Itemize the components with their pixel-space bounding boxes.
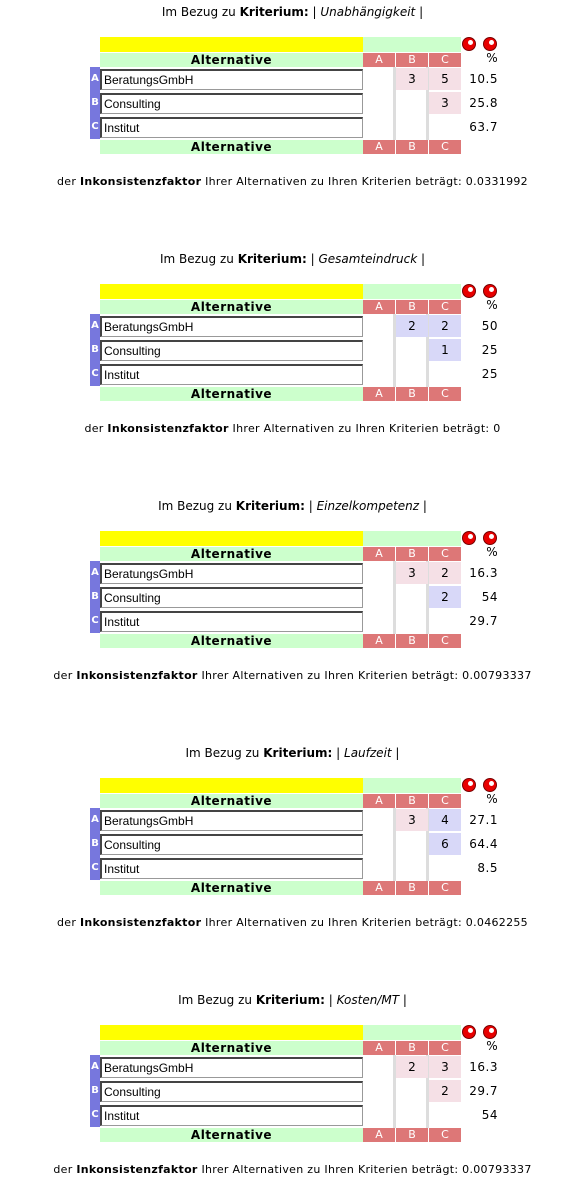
alternative-name-input[interactable]: Consulting [100,340,363,361]
percent-value: 10.5 [469,72,498,86]
red-ball-icon[interactable] [483,1025,497,1039]
column-header-a: A [363,794,395,808]
alternative-footer-header: Alternative [100,140,363,154]
comparison-cell-bc[interactable]: 1 [429,339,461,361]
percent-header: % [486,792,498,806]
comparison-cell-bc[interactable]: 2 [429,1080,461,1102]
row-label-c: C [90,609,100,633]
criterion-section [0,4,585,194]
percent-value: 29.7 [469,614,498,628]
column-footer-c: C [429,387,461,401]
footer-text: Ihrer Alternativen zu Ihren Kriterien beträgt: [205,916,462,929]
row-label-c: C [90,362,100,386]
column-header-c: C [429,547,461,561]
inconsistency-text [0,916,585,930]
alternative-header: Alternative [100,547,363,561]
comparison-cell-ab[interactable]: 3 [396,562,428,584]
comparison-cell-ab[interactable]: 2 [396,1056,428,1078]
column-header-c: C [429,1041,461,1055]
column-header-b: B [396,53,428,67]
alternative-name-input[interactable]: Institut [100,117,363,138]
footer-bold: Inkonsistenzfaktor [79,916,202,929]
criterion-section [0,498,585,688]
footer-prefix: der [84,422,104,435]
alternative-name-input[interactable]: BeratungsGmbH [100,563,363,584]
footer-prefix: der [57,916,77,929]
comparison-cell-bc[interactable]: 3 [429,92,461,114]
inconsistency-text [0,669,585,683]
alternative-name-input[interactable]: BeratungsGmbH [100,1057,363,1078]
red-ball-icon[interactable] [483,531,497,545]
criterion-name: Laufzeit [344,746,392,760]
title-prefix: Im Bezug zu [185,746,260,760]
header-green-bar [363,284,461,299]
column-header-c: C [429,794,461,808]
row-label-c: C [90,1103,100,1127]
comparison-cell-ab[interactable]: 3 [396,68,428,90]
red-ball-icon[interactable] [483,37,497,51]
header-green-bar [363,1025,461,1040]
footer-prefix: der [53,669,73,682]
section-title: Im Bezug zu Kriterium: | Gesamteindruck | [159,252,426,266]
inconsistency-text [0,1163,585,1177]
percent-value: 50 [481,319,498,333]
percent-value: 27.1 [469,813,498,827]
percent-header: % [486,298,498,312]
red-ball-icon[interactable] [462,778,476,792]
red-ball-icon[interactable] [483,284,497,298]
percent-value: 25.8 [469,96,498,110]
title-kriterium-label: Kriterium: [237,252,307,266]
inconsistency-value: 0.0331992 [465,175,528,188]
percent-value: 64.4 [469,837,498,851]
criterion-name: Einzelkompetenz [316,499,420,513]
column-header-a: A [363,547,395,561]
header-green-bar [363,531,461,546]
criterion-name: Kosten/MT [336,993,400,1007]
header-yellow-bar [100,1025,363,1040]
column-footer-c: C [429,881,461,895]
section-title: Im Bezug zu Kriterium: | Unabhängigkeit | [161,5,424,19]
percent-value: 54 [481,1108,498,1122]
footer-prefix: der [57,175,77,188]
title-kriterium-label: Kriterium: [255,993,325,1007]
alternative-name-input[interactable]: Institut [100,611,363,632]
alternative-name-input[interactable]: Consulting [100,1081,363,1102]
header-yellow-bar [100,531,363,546]
row-label-b: B [90,1079,100,1103]
inconsistency-value: 0.00793337 [462,669,532,682]
row-label-c: C [90,115,100,139]
comparison-cell-bc[interactable]: 6 [429,833,461,855]
footer-text: Ihrer Alternativen zu Ihren Kriterien beträgt: [201,1163,459,1176]
alternative-header: Alternative [100,300,363,314]
alternative-name-input[interactable]: Consulting [100,587,363,608]
footer-text: Ihrer Alternativen zu Ihren Kriterien beträgt: [205,175,462,188]
header-yellow-bar [100,778,363,793]
inconsistency-text [0,175,585,189]
header-yellow-bar [100,37,363,52]
row-label-b: B [90,832,100,856]
comparison-cell-ab[interactable]: 2 [396,315,428,337]
percent-header: % [486,545,498,559]
alternative-footer-header: Alternative [100,881,363,895]
column-header-a: A [363,300,395,314]
column-footer-b: B [396,881,428,895]
red-ball-icon[interactable] [462,37,476,51]
red-ball-icon[interactable] [483,778,497,792]
footer-text: Ihrer Alternativen zu Ihren Kriterien beträgt: [232,422,490,435]
criterion-section [0,251,585,441]
row-label-b: B [90,585,100,609]
row-label-a: A [90,1055,100,1079]
alternative-footer-header: Alternative [100,387,363,401]
row-label-c: C [90,856,100,880]
row-label-b: B [90,338,100,362]
inconsistency-value: 0 [493,422,501,435]
percent-value: 25 [481,367,498,381]
criterion-section [0,745,585,935]
footer-text: Ihrer Alternativen zu Ihren Kriterien beträgt: [201,669,459,682]
column-footer-c: C [429,140,461,154]
footer-prefix: der [53,1163,73,1176]
alternative-header: Alternative [100,1041,363,1055]
header-green-bar [363,778,461,793]
footer-bold: Inkonsistenzfaktor [79,175,202,188]
alternative-name-input[interactable]: Consulting [100,93,363,114]
column-header-c: C [429,53,461,67]
title-prefix: Im Bezug zu [158,499,232,513]
alternative-name-input[interactable]: Institut [100,858,363,879]
alternative-name-input[interactable]: BeratungsGmbH [100,316,363,337]
criterion-name: Unabhängigkeit [320,5,416,19]
red-ball-icon[interactable] [462,1025,476,1039]
column-header-b: B [396,300,428,314]
comparison-cell-ab[interactable]: 3 [396,809,428,831]
comparison-cell-ac[interactable]: 4 [429,809,461,831]
title-prefix: Im Bezug zu [161,5,236,19]
column-footer-b: B [396,1128,428,1142]
row-label-b: B [90,91,100,115]
comparison-cell-bc[interactable]: 2 [429,586,461,608]
section-title: Im Bezug zu Kriterium: | Kosten/MT | [178,993,407,1007]
alternative-name-input[interactable]: BeratungsGmbH [100,810,363,831]
percent-value: 54 [481,590,498,604]
column-footer-c: C [429,1128,461,1142]
column-footer-c: C [429,634,461,648]
alternative-name-input[interactable]: Consulting [100,834,363,855]
column-footer-b: B [396,140,428,154]
title-kriterium-label: Kriterium: [235,499,305,513]
percent-value: 29.7 [469,1084,498,1098]
header-yellow-bar [100,284,363,299]
column-footer-b: B [396,634,428,648]
column-header-b: B [396,794,428,808]
percent-value: 25 [481,343,498,357]
inconsistency-value: 0.0462255 [465,916,528,929]
red-ball-icon[interactable] [462,284,476,298]
percent-value: 16.3 [469,566,498,580]
row-label-a: A [90,314,100,338]
alternative-footer-header: Alternative [100,634,363,648]
column-header-b: B [396,1041,428,1055]
column-header-c: C [429,300,461,314]
percent-value: 63.7 [469,120,498,134]
criterion-name: Gesamteindruck [318,252,418,266]
alternative-header: Alternative [100,794,363,808]
criterion-section [0,992,585,1182]
percent-value: 16.3 [469,1060,498,1074]
alternative-footer-header: Alternative [100,1128,363,1142]
title-kriterium-label: Kriterium: [239,5,309,19]
alternative-name-input[interactable]: BeratungsGmbH [100,69,363,90]
footer-bold: Inkonsistenzfaktor [76,1163,198,1176]
red-ball-icon[interactable] [462,531,476,545]
comparison-cell-ac[interactable]: 3 [429,1056,461,1078]
column-footer-a: A [363,1128,395,1142]
row-label-a: A [90,808,100,832]
section-title: Im Bezug zu Kriterium: | Einzelkompetenz | [158,499,427,513]
percent-header: % [486,1039,498,1053]
row-label-a: A [90,67,100,91]
section-title: Im Bezug zu Kriterium: | Laufzeit | [185,746,400,760]
column-footer-a: A [363,634,395,648]
percent-header: % [486,51,498,65]
inconsistency-value: 0.00793337 [462,1163,532,1176]
footer-bold: Inkonsistenzfaktor [107,422,229,435]
title-kriterium-label: Kriterium: [263,746,333,760]
comparison-cell-ac[interactable]: 5 [429,68,461,90]
comparison-cell-ac[interactable]: 2 [429,315,461,337]
alternative-name-input[interactable]: Institut [100,364,363,385]
percent-value: 8.5 [477,861,498,875]
column-header-a: A [363,1041,395,1055]
alternative-name-input[interactable]: Institut [100,1105,363,1126]
row-label-a: A [90,561,100,585]
alternative-header: Alternative [100,53,363,67]
comparison-cell-ac[interactable]: 2 [429,562,461,584]
column-footer-a: A [363,140,395,154]
header-green-bar [363,37,461,52]
title-prefix: Im Bezug zu [178,993,252,1007]
column-footer-a: A [363,881,395,895]
column-footer-a: A [363,387,395,401]
column-header-b: B [396,547,428,561]
inconsistency-text [0,422,585,436]
column-footer-b: B [396,387,428,401]
footer-bold: Inkonsistenzfaktor [76,669,198,682]
title-prefix: Im Bezug zu [159,252,234,266]
column-header-a: A [363,53,395,67]
